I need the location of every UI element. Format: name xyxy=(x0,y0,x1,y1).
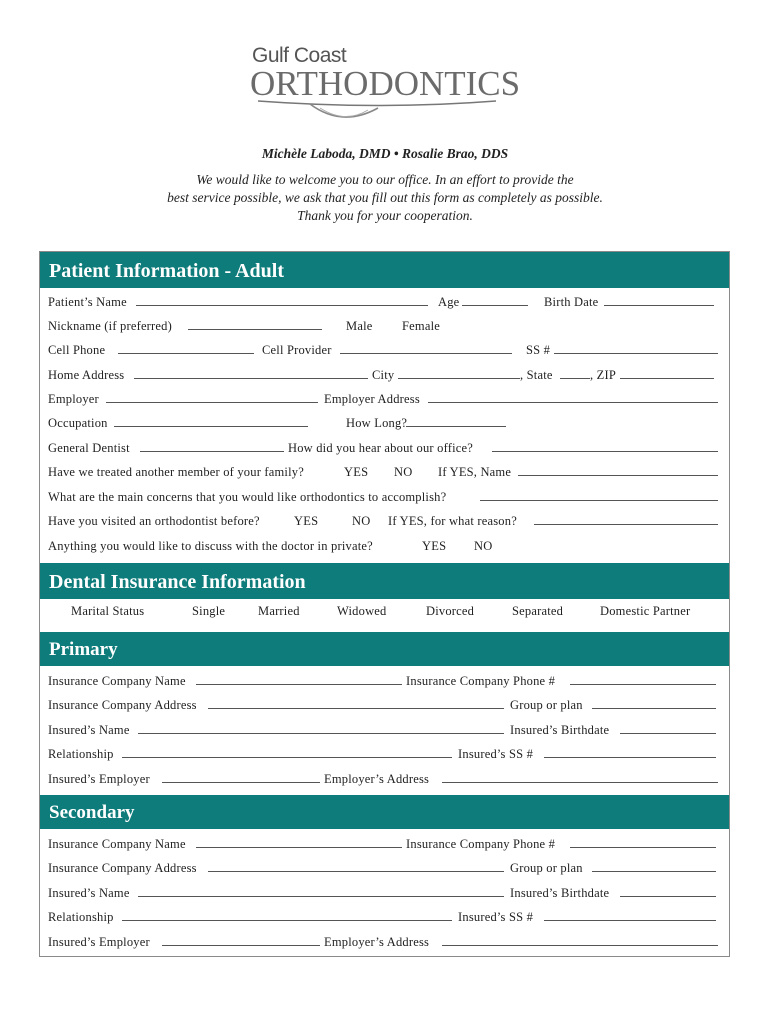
how-long-field[interactable] xyxy=(406,414,506,432)
marital-status-label: Marital Status xyxy=(71,604,145,618)
age-label: Age xyxy=(438,295,460,309)
discuss-private-label: Anything you would like to discuss with the doctor in private? xyxy=(48,539,373,553)
doctor-names: Michèle Laboda, DMD • Rosalie Brao, DDS xyxy=(261,146,509,161)
treated-yes-option[interactable]: YES xyxy=(344,465,369,479)
visited-no-option[interactable]: NO xyxy=(352,514,371,528)
insured-ss-label: Insured’s SS # xyxy=(458,747,534,761)
company-phone-label: Insurance Company Phone # xyxy=(406,837,556,851)
cell-phone-field[interactable] xyxy=(118,341,254,359)
if-yes-reason-label: If YES, for what reason? xyxy=(388,514,517,528)
state-label: , State xyxy=(520,368,553,382)
company-name-field[interactable] xyxy=(196,672,402,690)
private-yes-option[interactable]: YES xyxy=(422,539,447,553)
age-field[interactable] xyxy=(462,293,528,311)
treated-member-label: Have we treated another member of your family? xyxy=(48,465,304,479)
employer-address-label: Employer’s Address xyxy=(324,772,430,786)
insured-name-field[interactable] xyxy=(138,884,504,902)
insured-birthdate-label: Insured’s Birthdate xyxy=(510,886,610,900)
marital-divorced-option[interactable]: Divorced xyxy=(426,604,475,618)
insured-employer-field[interactable] xyxy=(162,770,320,788)
company-phone-field[interactable] xyxy=(570,835,716,853)
ss-label: SS # xyxy=(526,343,551,357)
nickname-field[interactable] xyxy=(188,317,322,335)
insured-employer-field[interactable] xyxy=(162,933,320,951)
welcome-line: We would like to welcome you to our office. In an effort to provide the xyxy=(196,172,574,187)
zip-field[interactable] xyxy=(620,366,714,384)
logo-line-2: ORTHODONTICS xyxy=(250,64,521,103)
practice-logo xyxy=(250,44,521,122)
relationship-label: Relationship xyxy=(48,747,114,761)
employer-label: Employer xyxy=(48,392,99,406)
employer-address-field[interactable] xyxy=(428,390,718,408)
insured-ss-field[interactable] xyxy=(544,908,716,926)
female-option[interactable]: Female xyxy=(402,319,440,333)
company-name-label: Insurance Company Name xyxy=(48,674,186,688)
employer-address-label: Employer Address xyxy=(324,392,420,406)
general-dentist-field[interactable] xyxy=(140,439,284,457)
general-dentist-label: General Dentist xyxy=(48,441,130,455)
state-field[interactable] xyxy=(560,366,590,384)
company-name-field[interactable] xyxy=(196,835,402,853)
relationship-field[interactable] xyxy=(122,745,452,763)
home-address-label: Home Address xyxy=(48,368,125,382)
city-label: City xyxy=(372,368,395,382)
insured-birthdate-label: Insured’s Birthdate xyxy=(510,723,610,737)
company-address-field[interactable] xyxy=(208,859,504,877)
insured-birthdate-field[interactable] xyxy=(620,884,716,902)
employer-address-label: Employer’s Address xyxy=(324,935,430,949)
group-plan-field[interactable] xyxy=(592,696,716,714)
insured-birthdate-field[interactable] xyxy=(620,721,716,739)
if-yes-name-label: If YES, Name xyxy=(438,465,512,479)
private-no-option[interactable]: NO xyxy=(474,539,493,553)
logo-line-1: Gulf Coast xyxy=(252,44,347,67)
relationship-label: Relationship xyxy=(48,910,114,924)
company-phone-field[interactable] xyxy=(570,672,716,690)
if-yes-name-field[interactable] xyxy=(518,463,718,481)
insured-ss-field[interactable] xyxy=(544,745,716,763)
nickname-label: Nickname (if preferred) xyxy=(48,319,172,333)
secondary-insurance-header: Secondary xyxy=(40,795,729,829)
cell-provider-label: Cell Provider xyxy=(262,343,332,357)
marital-domestic-partner-option[interactable]: Domestic Partner xyxy=(600,604,691,618)
company-address-label: Insurance Company Address xyxy=(48,861,197,875)
visited-label: Have you visited an orthodontist before? xyxy=(48,514,260,528)
patient-name-field[interactable] xyxy=(136,293,428,311)
welcome-line: Thank you for your cooperation. xyxy=(297,208,473,223)
insured-employer-label: Insured’s Employer xyxy=(48,772,150,786)
marital-widowed-option[interactable]: Widowed xyxy=(337,604,387,618)
insured-employer-label: Insured’s Employer xyxy=(48,935,150,949)
dental-insurance-header: Dental Insurance Information xyxy=(40,563,729,599)
home-address-field[interactable] xyxy=(134,366,368,384)
insured-name-label: Insured’s Name xyxy=(48,723,130,737)
how-long-label: How Long? xyxy=(346,416,408,430)
employer-field[interactable] xyxy=(106,390,318,408)
city-field[interactable] xyxy=(398,366,520,384)
insured-name-field[interactable] xyxy=(138,721,504,739)
birth-date-field[interactable] xyxy=(604,293,714,311)
concerns-label: What are the main concerns that you would like orthodontics to accomplish? xyxy=(48,490,447,504)
patient-info-header: Patient Information - Adult xyxy=(40,252,729,288)
male-option[interactable]: Male xyxy=(346,319,373,333)
employer-address-field[interactable] xyxy=(442,770,718,788)
ss-field[interactable] xyxy=(554,341,718,359)
treated-no-option[interactable]: NO xyxy=(394,465,413,479)
occupation-label: Occupation xyxy=(48,416,108,430)
welcome-line: best service possible, we ask that you fill out this form as completely as possible. xyxy=(167,190,603,205)
company-address-label: Insurance Company Address xyxy=(48,698,197,712)
cell-phone-label: Cell Phone xyxy=(48,343,106,357)
intake-form xyxy=(39,251,730,957)
primary-insurance-header: Primary xyxy=(40,632,729,666)
logo-swoosh-icon xyxy=(250,44,510,122)
relationship-field[interactable] xyxy=(122,908,452,926)
marital-single-option[interactable]: Single xyxy=(192,604,226,618)
how-hear-field[interactable] xyxy=(492,439,718,457)
if-yes-reason-field[interactable] xyxy=(534,512,718,530)
group-plan-label: Group or plan xyxy=(510,698,583,712)
company-address-field[interactable] xyxy=(208,696,504,714)
zip-label: , ZIP xyxy=(590,368,616,382)
patient-name-label: Patient’s Name xyxy=(48,295,127,309)
welcome-message xyxy=(0,171,770,225)
visited-yes-option[interactable]: YES xyxy=(294,514,319,528)
insured-name-label: Insured’s Name xyxy=(48,886,130,900)
occupation-field[interactable] xyxy=(114,414,308,432)
cell-provider-field[interactable] xyxy=(340,341,512,359)
marital-married-option[interactable]: Married xyxy=(258,604,300,618)
concerns-field[interactable] xyxy=(480,488,718,506)
marital-separated-option[interactable]: Separated xyxy=(512,604,564,618)
company-name-label: Insurance Company Name xyxy=(48,837,186,851)
birth-date-label: Birth Date xyxy=(544,295,599,309)
how-hear-label: How did you hear about our office? xyxy=(288,441,473,455)
group-plan-label: Group or plan xyxy=(510,861,583,875)
employer-address-field[interactable] xyxy=(442,933,718,951)
insured-ss-label: Insured’s SS # xyxy=(458,910,534,924)
group-plan-field[interactable] xyxy=(592,859,716,877)
company-phone-label: Insurance Company Phone # xyxy=(406,674,556,688)
